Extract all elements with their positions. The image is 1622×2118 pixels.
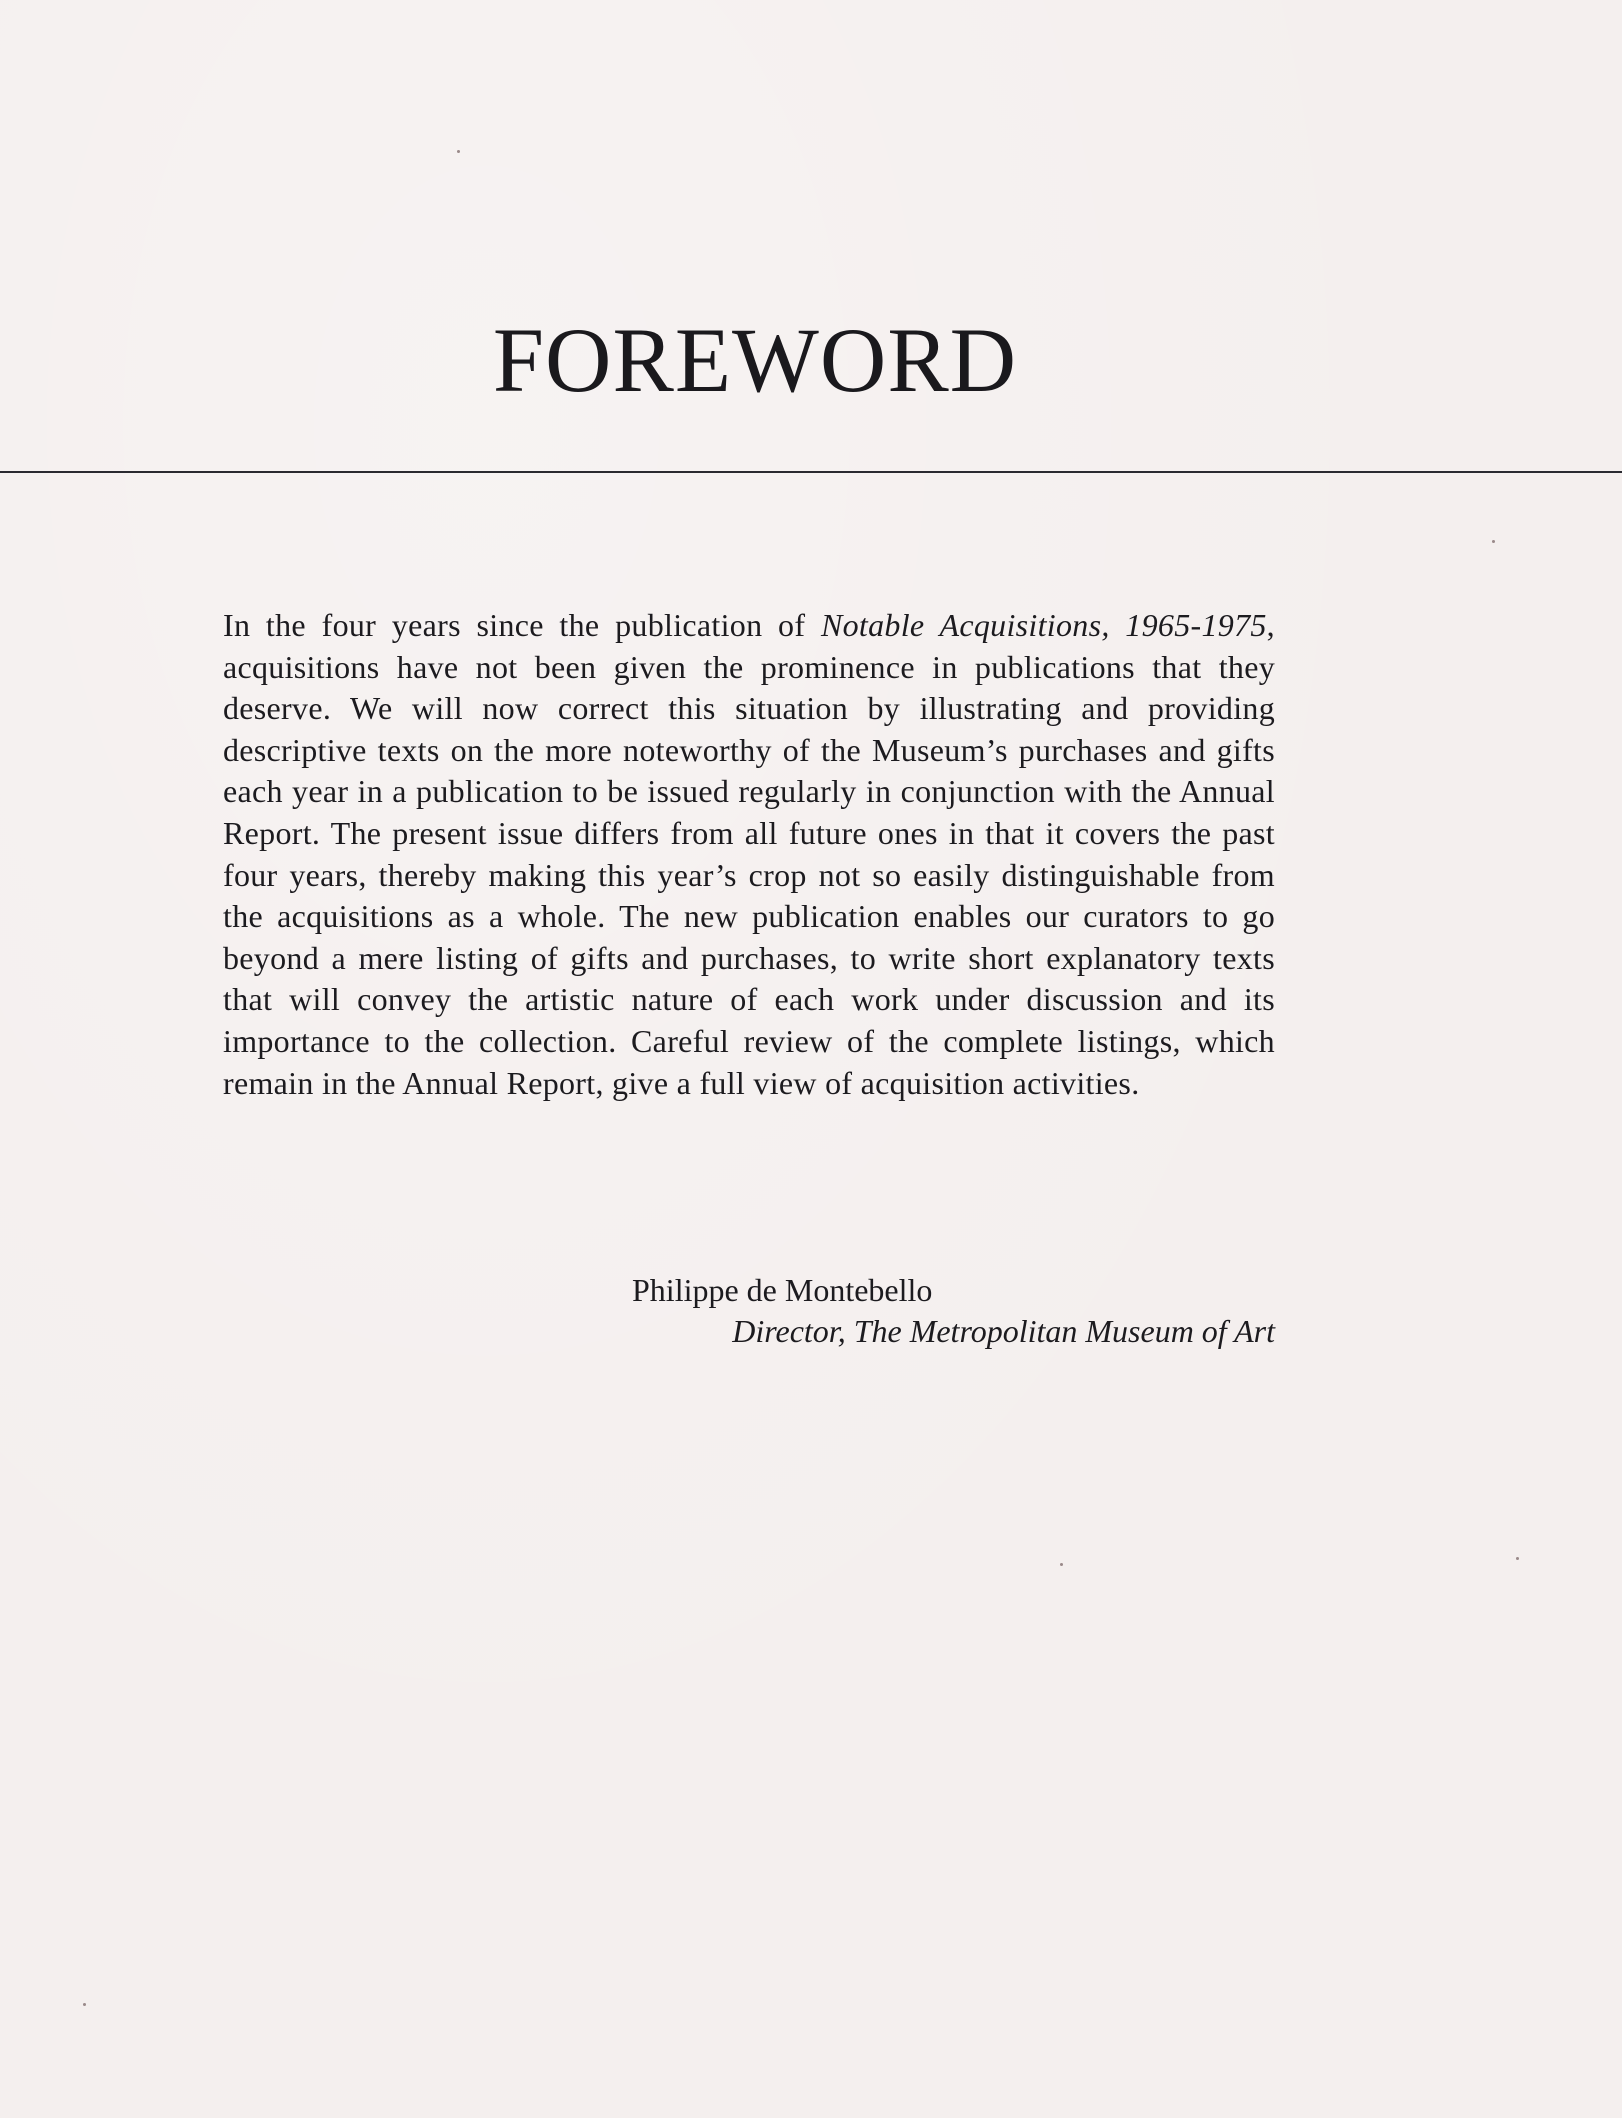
paper-speck — [1060, 1563, 1063, 1566]
paper-speck — [457, 150, 460, 153]
foreword-paragraph — [223, 605, 1275, 1104]
paper-speck — [83, 2003, 86, 2006]
page-title: FOREWORD — [492, 308, 1018, 411]
intro-text: In the four years since the publication of — [223, 607, 821, 643]
horizontal-divider — [0, 471, 1622, 473]
paper-speck — [1492, 540, 1495, 543]
signature-block — [632, 1270, 1275, 1352]
signatory-name: Philippe de Montebello — [632, 1272, 933, 1308]
signatory-title: Director, The Metropolitan Museum of Art — [732, 1313, 1275, 1349]
body-text: , acquisitions have not been given the prominence in publications that they deserve. We will now correct this situation by illustrating and providing descriptive texts on the more noteworthy of the Museum’s purchases and gifts each year in a publication to be issued regularly in conjunction with the Annual Report. The present issue differs from all future ones in that it covers the past four years, thereby making this year’s crop not so easily distinguishable from the acquisitions as a whole. The new publication enables our curators to go beyond a mere listing of gifts and purchases, to write short explanatory texts that will convey the artistic nature of each work under discussion and its importance to the collection. Careful review of the complete listings, which remain in the Annual Report, give a full view of acquisition activities. — [223, 607, 1275, 1101]
paragraph-text — [223, 605, 1275, 1104]
paper-speck — [1516, 1557, 1519, 1560]
publication-title: Notable Acquisitions, 1965-1975 — [820, 607, 1267, 643]
